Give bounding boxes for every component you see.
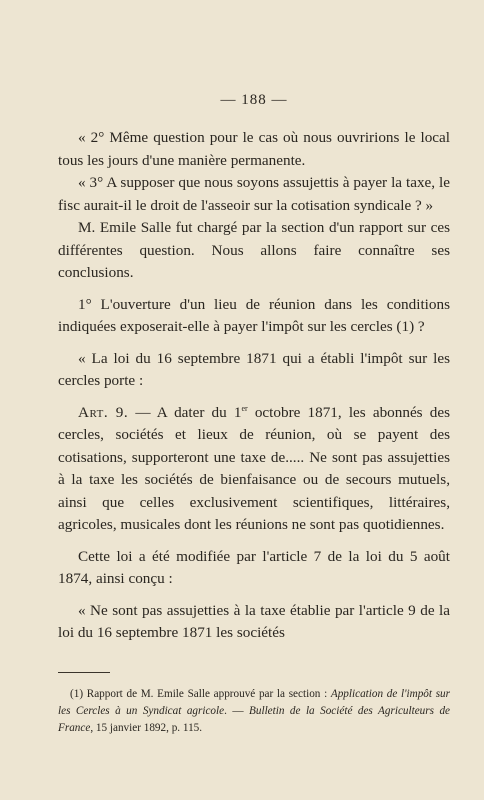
footnote-title: Application de l'impôt sur les Cercles à un Syndicat agricole (58, 688, 450, 717)
paragraph: « 3° A supposer que nous soyons assujettis à payer la taxe, le fisc aurait-il le droit de l'asseoir sur la cotisation syndicale ? » (58, 174, 450, 214)
footnote-rule (58, 672, 110, 673)
footnote (58, 686, 450, 737)
footnote-journal: Bulletin de la Société des Agriculteurs de France (58, 705, 451, 734)
paragraph: « La loi du 16 septembre 1871 qui a établi l'impôt sur les cercles porte : (58, 349, 450, 389)
article-text-a: — A dater du 1 (128, 403, 242, 421)
page-number: — 188 — (220, 92, 288, 108)
paragraph: « 2° Même question pour le cas où nous ouvririons le local tous les jours d'une manière permanente. (58, 129, 450, 169)
article-label: Art. 9. (78, 403, 129, 421)
footnote-tail: , 15 janvier 1892, p. 115. (90, 722, 203, 734)
article-text-b: octobre 1871, les abonnés des cercles, sociétés et lieux de réunion, où se payent des cotisations, supporteront une taxe de..... Ne sont pas assujetties à la taxe les sociétés de bienfaisance ou de secours mutuels, ainsi que celles exclusivement scientifiques, littéraires, agricoles, musicales dont les réunions ne sont pas quotidiennes. (58, 403, 450, 533)
footnote-lead: (1) Rapport de M. Emile Salle approuvé par la section : (70, 688, 331, 700)
paragraph: 1° L'ouverture d'un lieu de réunion dans les conditions indiquées exposerait-elle à payer l'impôt sur les cercles (1) ? (58, 295, 450, 335)
paragraph: « Ne sont pas assujetties à la taxe établie par l'article 9 de la loi du 16 septembre 1871 les sociétés (58, 601, 450, 641)
article-paragraph (58, 402, 450, 537)
paragraph: M. Emile Salle fut chargé par la section d'un rapport sur ces différentes question. Nous allons faire connaître ses conclusions. (58, 219, 450, 281)
footnote-sep: . — (224, 705, 250, 717)
body-text (58, 127, 450, 645)
ordinal-superscript: er (241, 403, 248, 413)
paragraph: Cette loi a été modifiée par l'article 7 de la loi du 5 août 1874, ainsi conçu : (58, 547, 450, 587)
